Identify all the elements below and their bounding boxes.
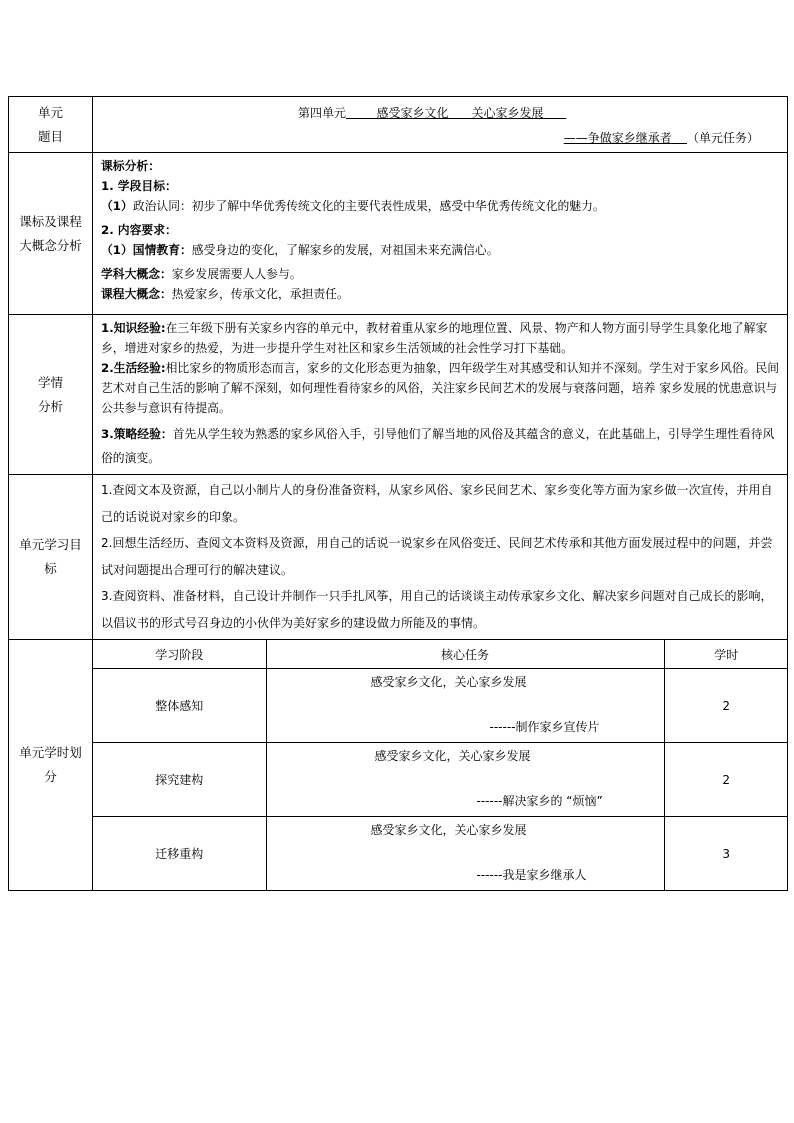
standards-content bbox=[93, 153, 788, 315]
hours-cell: 2 bbox=[664, 669, 788, 743]
stage-cell: 迁移重构 bbox=[93, 817, 266, 891]
goals-label: 单元学习目 标 bbox=[9, 475, 93, 640]
plan-row-3 bbox=[93, 817, 788, 891]
analysis-content bbox=[93, 315, 788, 475]
plan-header-row bbox=[93, 640, 788, 669]
goal-item: （1）政治认同：初步了解中华优秀传统文化的主要代表性成果，感受中华优秀传统文化的魅力。 bbox=[101, 199, 605, 213]
hours-cell: 2 bbox=[664, 743, 788, 817]
unit-title-cell bbox=[93, 97, 788, 153]
unit-title-row bbox=[9, 97, 788, 153]
goals-content bbox=[93, 475, 788, 640]
task-sub: ------制作家乡宣传片 bbox=[489, 720, 600, 734]
header-hours: 学时 bbox=[664, 640, 788, 669]
task-main: 感受家乡文化，关心家乡发展 bbox=[374, 749, 531, 763]
unit-task-note: （单元任务） bbox=[686, 131, 759, 145]
task-cell bbox=[266, 669, 664, 743]
knowledge-experience: 1.知识经验:在三年级下册有关家乡内容的单元中，教材着重从家乡的地理位置、风景、物产和人物方面引导学生具象化地了解家乡，增进对家乡的热爱，为进一步提升学生对社区和家乡生活领域的社会性学习打下基础。 bbox=[101, 321, 768, 355]
goal-heading: 1. 学段目标： bbox=[101, 179, 177, 193]
strategy-experience: 3.策略经验：首先从学生较为熟悉的家乡风俗入手，引导他们了解当地的风俗及其蕴含的意义，在此基础上，引导学生理性看待风俗的演变。 bbox=[101, 427, 775, 465]
unit-theme-a: 感受家乡文化 bbox=[376, 106, 449, 120]
course-concept: 课程大概念：热爱家乡，传承文化，承担责任。 bbox=[101, 287, 349, 301]
unit-title-line bbox=[298, 104, 566, 121]
analysis-label: 学情 分析 bbox=[9, 315, 93, 475]
task-sub: ------我是家乡继承人 bbox=[476, 868, 587, 882]
unit-subtitle: 争做家乡继承者 bbox=[587, 131, 672, 145]
subject-concept: 学科大概念：家乡发展需要人人参与。 bbox=[101, 267, 302, 281]
goal-2: 2.回想生活经历、查阅文本资料及资源，用自己的话说一说家乡在风俗变迁、民间艺术传承和其他方面发展过程中的问题，并尝试对问题提出合理可行的解决建议。 bbox=[101, 536, 773, 577]
stage-cell: 探究建构 bbox=[93, 743, 266, 817]
plan-row-1 bbox=[93, 669, 788, 743]
standards-heading: 课标分析： bbox=[101, 159, 160, 173]
plan-row bbox=[9, 640, 788, 891]
plan-label: 单元学时划 分 bbox=[9, 640, 93, 891]
standards-row bbox=[9, 153, 788, 315]
plan-content bbox=[93, 640, 788, 891]
unit-task-line: ——争做家乡继承者 （单元任务） bbox=[563, 131, 759, 145]
task-sub: ------解决家乡的 “烦恼” bbox=[476, 794, 603, 808]
content-heading: 2. 内容要求： bbox=[101, 223, 177, 237]
plan-row-2 bbox=[93, 743, 788, 817]
task-main: 感受家乡文化，关心家乡发展 bbox=[370, 675, 527, 689]
standards-label: 课标及课程 大概念分析 bbox=[9, 153, 93, 315]
header-task: 核心任务 bbox=[266, 640, 664, 669]
unit-plan-table bbox=[8, 96, 788, 891]
header-stage: 学习阶段 bbox=[93, 640, 266, 669]
task-main: 感受家乡文化，关心家乡发展 bbox=[370, 823, 527, 837]
content-item: （1）国情教育：感受身边的变化，了解家乡的发展，对祖国未来充满信心。 bbox=[101, 243, 499, 257]
unit-title-label: 单元 题目 bbox=[9, 97, 93, 153]
plan-table bbox=[93, 640, 788, 890]
stage-cell: 整体感知 bbox=[93, 669, 266, 743]
goal-3: 3.查阅资料、准备材料，自己设计并制作一只手扎风筝，用自己的话谈谈主动传承家乡文化、解决家乡问题对自己成长的影响，以倡议书的形式号召身边的小伙伴为美好家乡的建设做力所能及的事情。 bbox=[101, 589, 773, 630]
hours-cell: 3 bbox=[664, 817, 788, 891]
unit-theme-b: 关心家乡发展 bbox=[471, 106, 544, 120]
task-cell bbox=[266, 743, 664, 817]
task-cell bbox=[266, 817, 664, 891]
goals-row bbox=[9, 475, 788, 640]
life-experience: 2.生活经验:相比家乡的物质形态而言，家乡的文化形态更为抽象，四年级学生对其感受和认知并不深刻。学生对于家乡风俗。民间艺术对自己生活的影响了解不深刻，如何理性看待家乡的风俗，关注家乡民间艺术的发展与衰落问题，培养 家乡发展的忧患意识与公共参与意识有待提高。 bbox=[101, 361, 780, 415]
goal-1: 1.查阅文本及资源，自己以小制片人的身份准备资料，从家乡风俗、家乡民间艺术、家乡变化等方面为家乡做一次宣传，并用自己的话说说对家乡的印象。 bbox=[101, 483, 773, 524]
analysis-row bbox=[9, 315, 788, 475]
unit-number: 第四单元 bbox=[298, 106, 347, 120]
